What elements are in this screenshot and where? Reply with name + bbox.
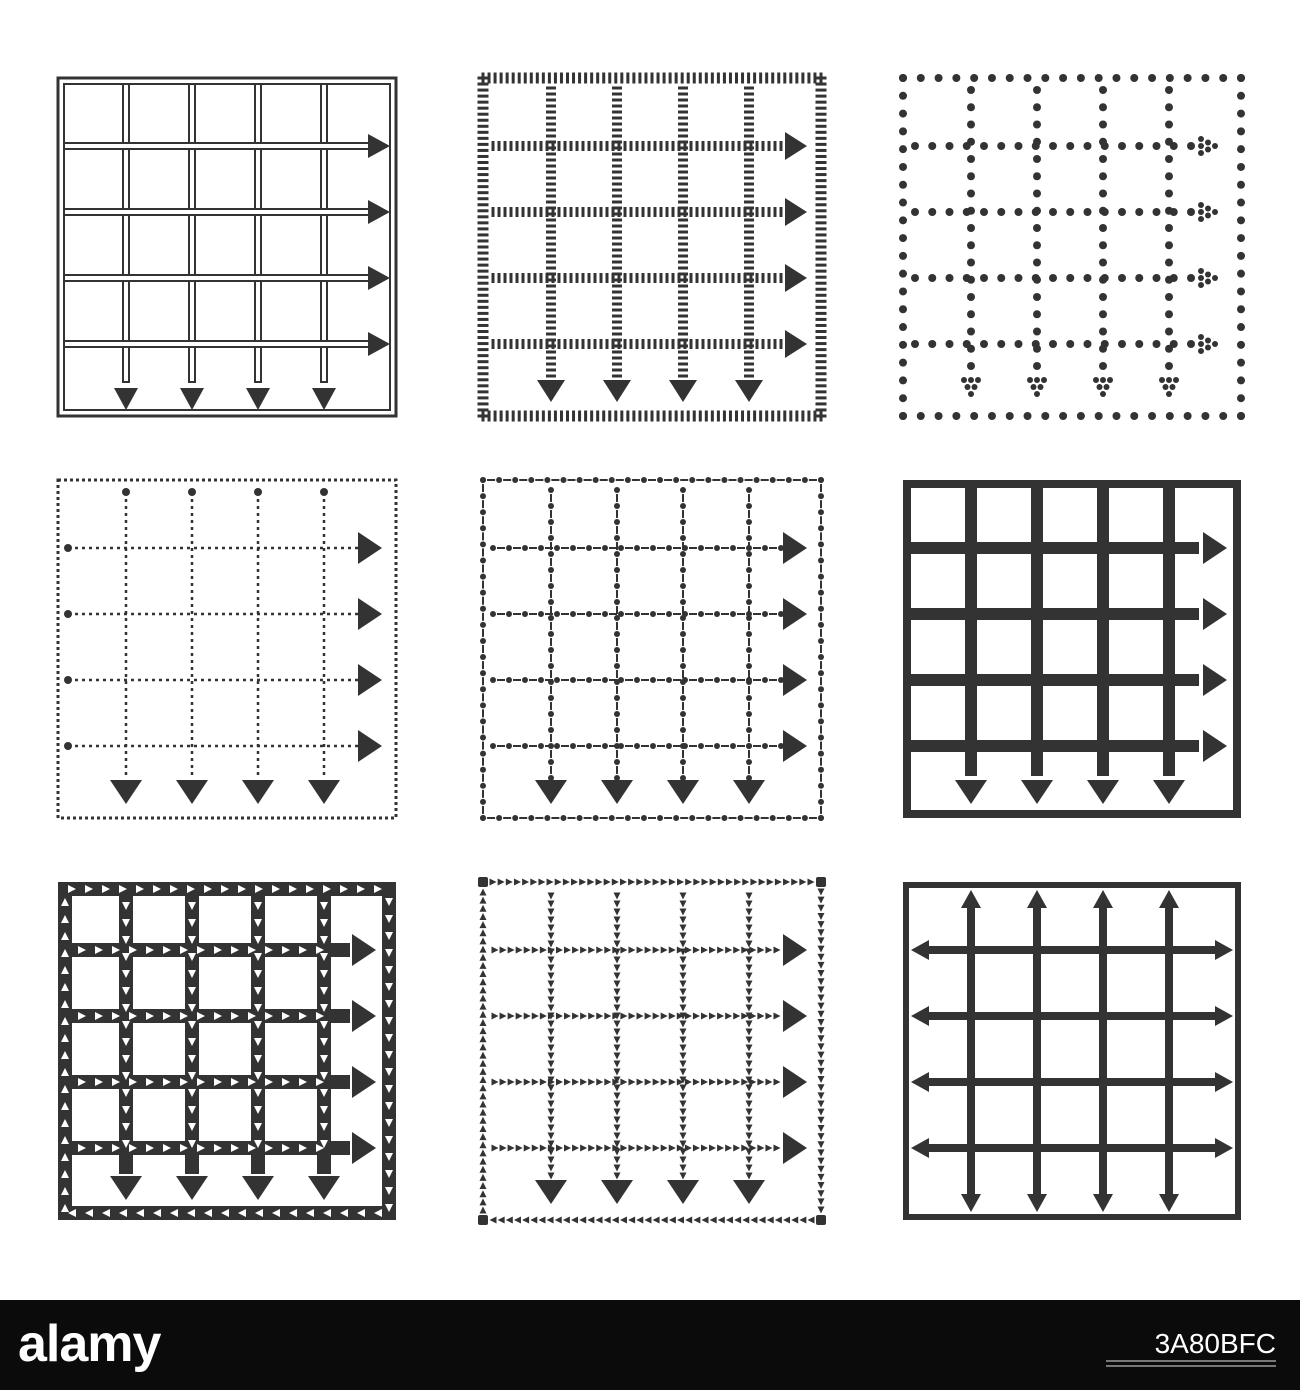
thick-arrow-grid-icon xyxy=(907,484,1237,814)
image-id-label: 3A80BFC xyxy=(1154,1328,1276,1359)
beaded-arrow-grid-icon xyxy=(480,477,824,821)
fine-dotted-arrow-grid-icon xyxy=(58,480,396,818)
dotted-arrow-grid-icon xyxy=(899,74,1245,420)
triangle-chain-grid-icon xyxy=(478,877,826,1225)
watermark-footer xyxy=(0,1300,1300,1390)
double-headed-arrow-grid-icon xyxy=(906,885,1238,1217)
double-line-arrow-grid-icon xyxy=(58,78,396,416)
dashed-bar-arrow-grid-icon xyxy=(478,73,827,422)
arrowhead-track-grid-icon xyxy=(61,885,393,1217)
footer-decoration xyxy=(1106,1360,1276,1370)
alamy-logo: alamy xyxy=(18,1315,161,1373)
